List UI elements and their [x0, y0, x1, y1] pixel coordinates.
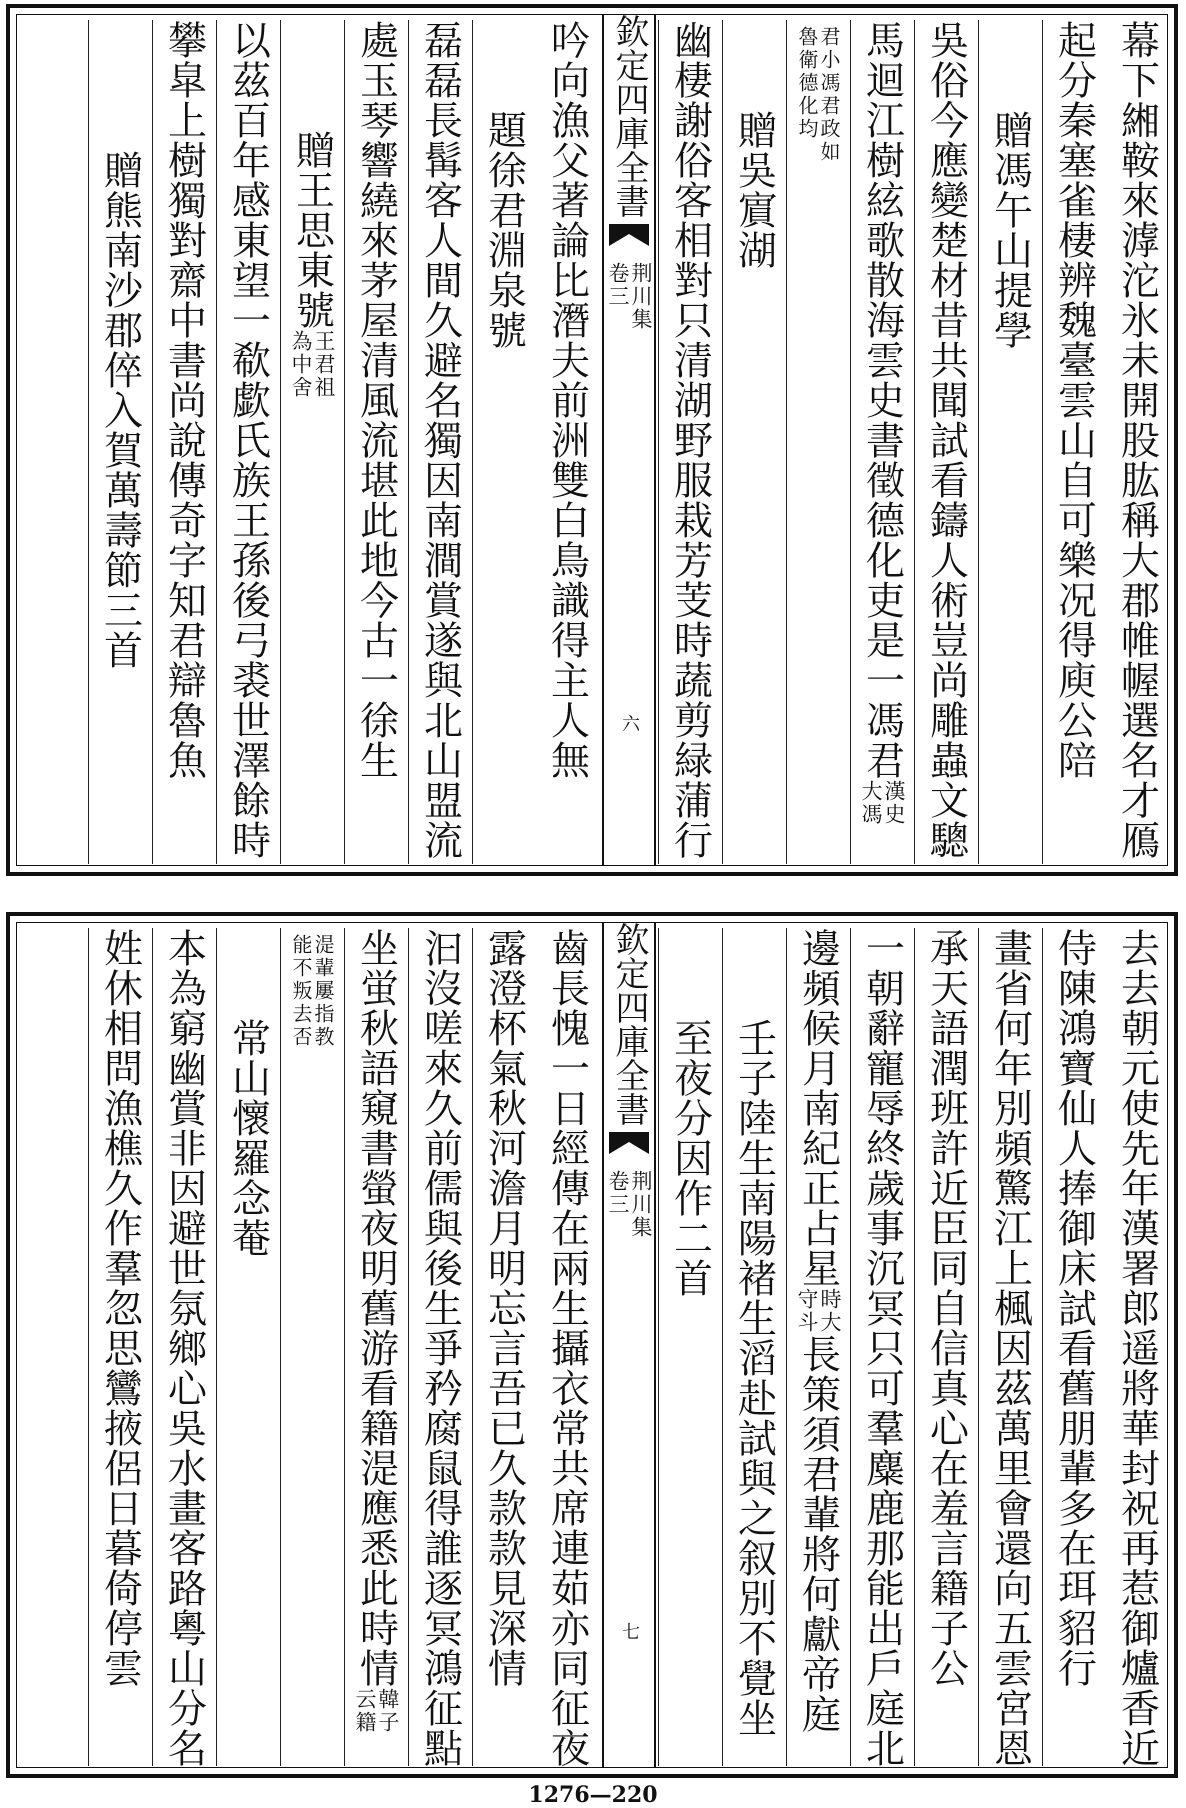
column-text: 侍陳鴻寶仙人捧御床試看舊朋輩多在珥貂行	[1051, 928, 1097, 1688]
column-text: 幽棲謝俗客相對只清湖野服栽芳芰時蔬剪緑蒲行	[667, 20, 713, 860]
column-text: 汩沒嗟來久前儒與後生爭矜腐鼠得誰逐冥鴻征點	[417, 928, 463, 1768]
page-footer-number: 1276—220	[528, 1782, 658, 1808]
text-column	[536, 928, 598, 1766]
column-text: 磊磊長髯客人間久避名獨因南澗賞遂與北山盟流	[417, 20, 463, 860]
note-line: 韓子	[376, 1688, 400, 1734]
note-line: 湜輩屢指教	[311, 934, 335, 1049]
column-text: 一朝辭寵辱終歲事沉冥只可羣麋鹿那能出戶庭北	[859, 928, 905, 1768]
poem-title: 贈馮午山提學	[987, 110, 1033, 350]
column-text: 去去朝元使先年漢署郎遥將華封祝再惹御爐香近	[1114, 928, 1160, 1768]
spine-title: 欽定四庫全書	[609, 14, 649, 218]
annotation-note	[291, 934, 333, 1766]
text-column	[914, 928, 977, 1766]
annotation-note	[796, 1288, 840, 1334]
text-column	[850, 928, 913, 1766]
column-text: 吳俗今應變楚材昔共聞試看鑄人術豈尚雕蟲文驄	[923, 20, 969, 860]
spine-volume	[607, 1156, 651, 1239]
note-line: 為中舍	[289, 330, 313, 399]
text-column	[472, 928, 535, 1766]
column-text: 馬迴江樹絃歌散海雲史書徵德化吏是一馮君	[859, 20, 905, 780]
spine-chapter: 卷三	[606, 262, 630, 308]
text-column	[1106, 20, 1168, 864]
note-column	[786, 20, 849, 864]
text-column	[978, 928, 1041, 1766]
annotation-note	[290, 330, 334, 399]
annotation-note	[797, 26, 839, 864]
poem-title: 壬子陸生南陽褚生滔赴試與之叙別不覺坐	[731, 1018, 777, 1738]
annotation-note	[860, 780, 904, 826]
column-text: 本為窮幽賞非因避世氛鄉心吳水畫客路粵山分名	[161, 928, 207, 1768]
text-column	[344, 928, 407, 1766]
column-text: 幕下緗鞍來滹沱氷未開股肱稱大郡帷幄選名才鴈	[1114, 20, 1160, 860]
note-line: 能不叛去否	[289, 934, 313, 1049]
note-line: 王君祖	[312, 330, 336, 399]
fish-tail-mark-icon	[609, 224, 649, 248]
poem-title-column	[472, 20, 535, 864]
bottom-page	[6, 912, 1178, 1778]
column-text: 吟向漁父著論比潛夫前洲雙白鳥識得主人無	[544, 20, 590, 780]
spine-volume-name: 荆川集	[629, 262, 653, 331]
text-column	[850, 20, 913, 864]
spine-chapter: 卷三	[606, 1170, 630, 1216]
text-column	[216, 20, 279, 864]
poem-title-column	[88, 20, 151, 864]
poem-title-column	[280, 20, 343, 864]
annotation-note	[354, 1688, 398, 1734]
page-spine	[602, 14, 656, 866]
top-page	[6, 4, 1178, 876]
poem-title: 贈熊南沙郡倅入賀萬壽節三首	[97, 150, 143, 670]
poem-title: 至夜分因作二首	[667, 1018, 713, 1298]
text-column	[408, 20, 471, 864]
text-column	[786, 928, 849, 1766]
poem-title: 常山懷羅念菴	[225, 1018, 271, 1258]
text-column	[1042, 20, 1105, 864]
poem-title-column	[658, 928, 721, 1766]
column-text: 承天語潤班許近臣同自信真心在羞言籍子公	[923, 928, 969, 1688]
text-column	[1042, 928, 1105, 1766]
text-column	[408, 928, 471, 1766]
column-text: 處玉琴響繞來茅屋清風流堪此地今古一徐生	[353, 20, 399, 780]
note-line: 云籍	[353, 1688, 377, 1734]
spine-volume-name: 荆川集	[629, 1170, 653, 1239]
note-column	[280, 928, 343, 1766]
text-column	[152, 20, 215, 864]
note-line: 時大	[818, 1288, 842, 1334]
text-column	[344, 20, 407, 864]
text-column	[536, 20, 598, 864]
column-text: 畫省何年別頻驚江上楓因茲萬里會還向五雲宮恩	[987, 928, 1033, 1768]
fish-tail-mark-icon	[609, 1132, 649, 1156]
column-text: 邊頻候月南紀正占星	[795, 928, 841, 1288]
text-column	[914, 20, 977, 864]
column-text: 姓休相問漁樵久作羣忽思鸞掖侶日暮倚停雲	[97, 928, 143, 1688]
poem-title: 贈吳賔湖	[731, 110, 777, 270]
page-number: 六	[619, 714, 640, 732]
text-column	[658, 20, 721, 864]
column-text: 攀皐上樹獨對齋中書尚說傳奇字知君辯魯魚	[161, 20, 207, 780]
poem-title-column	[722, 928, 785, 1766]
column-text: 坐蛍秋語窺書螢夜明舊游看籍湜應悉此時情	[353, 928, 399, 1688]
poem-title-column	[722, 20, 785, 864]
note-line: 大馮	[859, 780, 883, 826]
column-text: 起分秦塞雀棲辨魏臺雲山自可樂况得庾公陪	[1051, 20, 1097, 780]
note-line: 守斗	[795, 1288, 819, 1334]
text-column	[88, 928, 151, 1766]
spine-title: 欽定四庫全書	[609, 922, 649, 1126]
poem-title: 贈王思東號	[289, 130, 335, 330]
text-column	[1106, 928, 1168, 1766]
note-line: 漢史	[882, 780, 906, 826]
poem-title-column	[216, 928, 279, 1766]
note-line: 魯衛德化均	[795, 26, 819, 141]
spine-volume	[607, 248, 651, 331]
column-text: 齒長愧一日經傳在兩生攝衣常共席連茹亦同征夜	[544, 928, 590, 1768]
column-text: 以茲百年感東望一欷歔氏族王孫後弓裘世澤餘時	[225, 20, 271, 860]
page-number: 七	[619, 1622, 640, 1640]
page-spine	[602, 922, 656, 1768]
text-column	[152, 928, 215, 1766]
column-text: 長策須君輩將何獻帝庭	[795, 1334, 841, 1734]
poem-title: 題徐君淵泉號	[481, 110, 527, 350]
note-line: 君小馮君政如	[817, 26, 841, 164]
poem-title-column	[978, 20, 1041, 864]
column-text: 露澄杯氣秋河澹月明忘言吾已久款款見深情	[481, 928, 527, 1688]
